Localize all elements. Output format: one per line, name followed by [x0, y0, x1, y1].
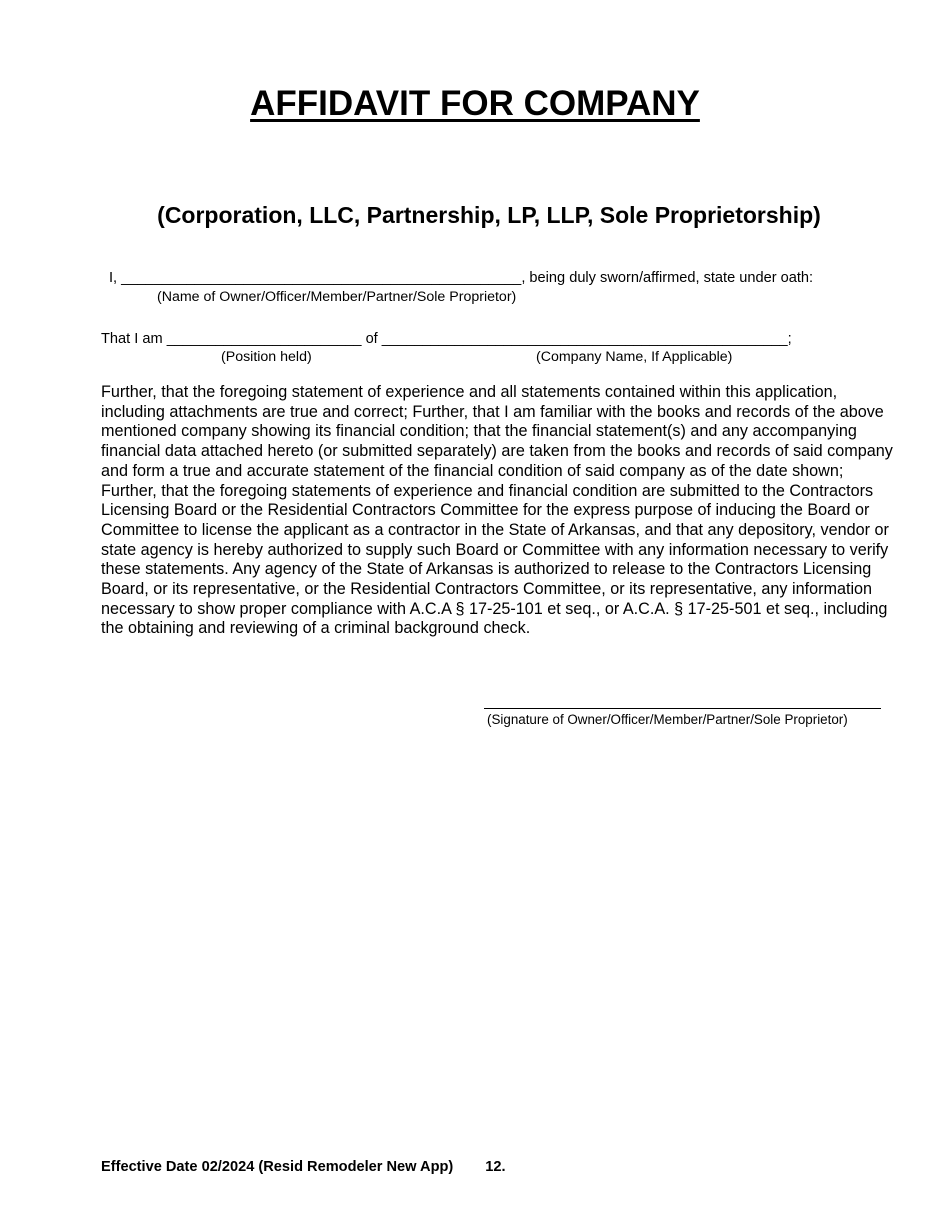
document-title [0, 84, 950, 124]
position-suffix: ; [787, 331, 792, 347]
of-label: of [365, 331, 378, 347]
effective-date: Effective Date 02/2024 (Resid Remodeler New App) [101, 1159, 454, 1175]
position-line [101, 331, 901, 347]
document-title-text: AFFIDAVIT FOR COMPANY [250, 84, 700, 123]
footer [101, 1159, 506, 1175]
page-number: 12. [485, 1159, 506, 1175]
position-caption: (Position held) [221, 349, 312, 365]
document-subtitle: (Corporation, LLC, Partnership, LP, LLP, Sole Proprietorship) [157, 202, 821, 228]
signature-line[interactable] [484, 708, 881, 709]
company-caption: (Company Name, If Applicable) [536, 349, 733, 365]
position-prefix: That I am [101, 331, 163, 347]
name-blank[interactable]: _________________________________________________ [121, 270, 522, 286]
oath-suffix: , being duly sworn/affirmed, state under oath: [521, 270, 814, 286]
oath-prefix: I, [109, 270, 118, 286]
affidavit-statement: Further, that the foregoing statement of experience and all statements contained within this application, including attachments are true and correct; Further, that I am familiar with the books and records of the above mentioned company showing its financial condition; that the financial statement(s) and any accompanying financial data attached hereto (or submitted separately) are taken from the books and records of said company and form a true and accurate statement of the financial condition of said company as of the date shown; Further, that the foregoing statements of experience and financial condition are submitted to the Contractors Licensing Board or the Residential Contractors Committee for the express purpose of inducing the Board or Committee to license the applicant as a contractor in the State of Arkansas, and that any depository, vendor or state agency is hereby authorized to supply such Board or Committee with any information necessary to verify these statements. Any agency of the State of Arkansas is authorized to release to the Contractors Licensing Board, or its representative, or the Residential Contractors Committee, or its representative, any information necessary to show proper compliance with A.C.A § 17-25-101 et seq., or A.C.A. § 17-25-501 et seq., including the obtaining and reviewing of a criminal background check. [101, 383, 893, 638]
position-blank[interactable]: ________________________ [166, 331, 362, 347]
name-caption: (Name of Owner/Officer/Member/Partner/Sole Proprietor) [157, 289, 517, 305]
signature-caption: (Signature of Owner/Officer/Member/Partner/Sole Proprietor) [487, 712, 848, 727]
company-blank[interactable]: __________________________________________________ [381, 331, 788, 347]
oath-line [109, 270, 899, 286]
